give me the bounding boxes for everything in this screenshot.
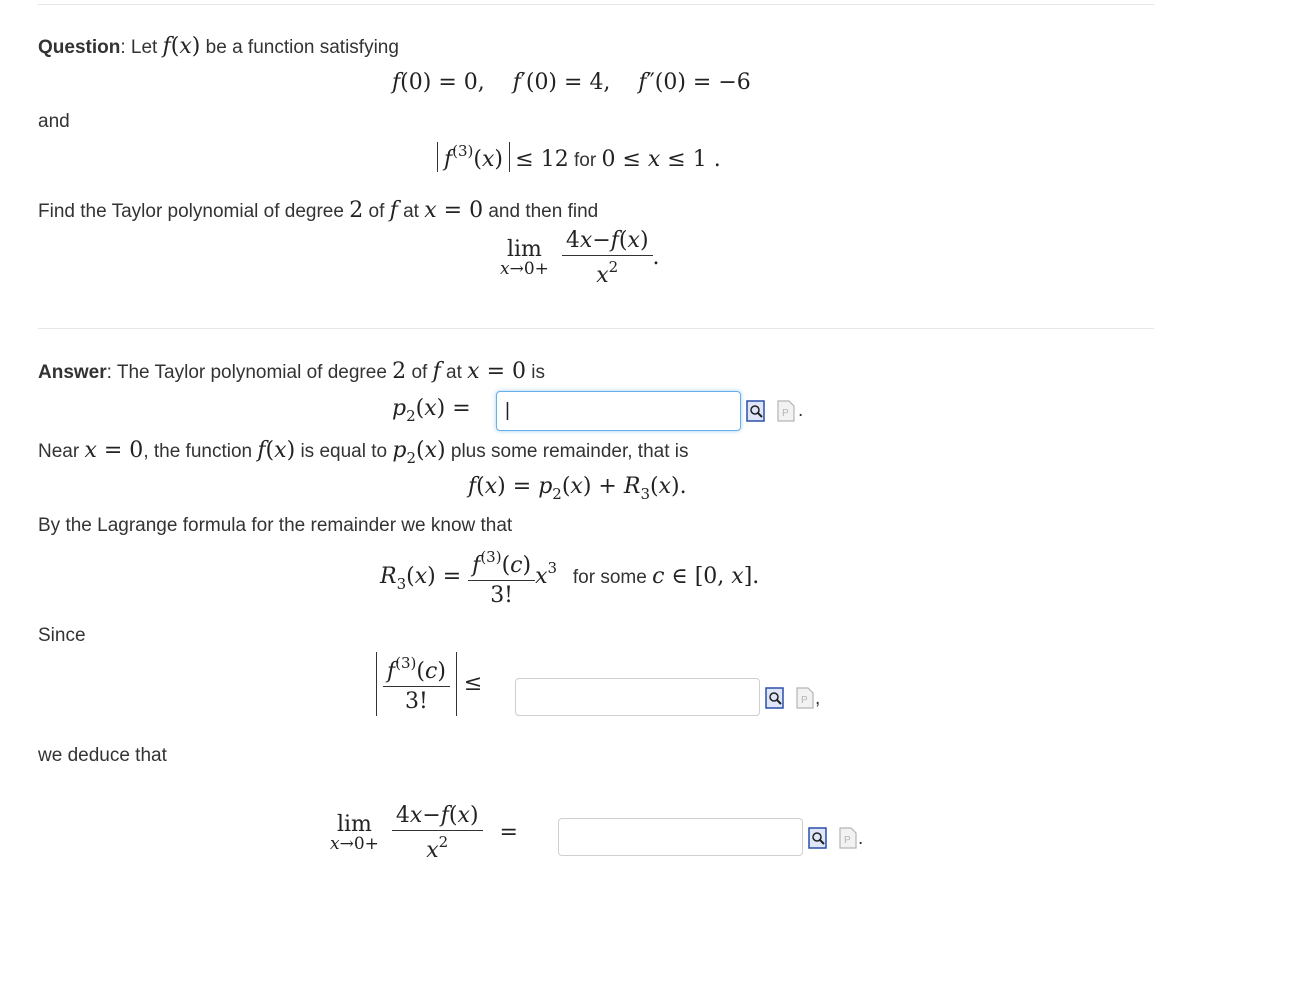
preview-icon[interactable] xyxy=(746,400,766,422)
and-text: and xyxy=(38,111,70,132)
lagrange-formula: $R_3(x)$ = $\frac{f^{(3)}(c)}{3!}$ $x^3$ for some c ∈ [0, x]. xyxy=(380,548,760,608)
answer-limit: lim x→0+ $\frac{4x-f(x)}{x^2}$ = xyxy=(330,803,518,863)
answer-label: Answer xyxy=(38,362,107,383)
p2-equation-label: $p_2(x)$ = xyxy=(392,396,471,425)
third-derivative-bound: $f^{(3)}(x) \le 12$ for 0 ≤ x ≤ 1 . xyxy=(437,142,721,172)
since-text: Since xyxy=(38,625,86,646)
initial-conditions: f(0) = 0, f′(0) = 4, f″(0) = −6 xyxy=(392,70,751,95)
p2-input[interactable] xyxy=(496,391,741,431)
find-taylor-text: Find the Taylor polynomial of degree 2 of f at x = 0 and then find xyxy=(38,198,599,223)
remainder-equation: $f(x) = p_2(x) + R_3(x)$. xyxy=(468,474,687,503)
divider-top xyxy=(38,4,1154,5)
svg-text:P: P xyxy=(782,408,789,419)
question-intro: Question: Let f(x) be a function satisfying xyxy=(38,34,399,59)
bound-expression: $\frac{f^{(3)}(c)}{3!}$ ≤ xyxy=(376,652,482,716)
lagrange-text: By the Lagrange formula for the remainder we know that xyxy=(38,515,513,536)
syntax-help-icon[interactable] xyxy=(795,687,815,709)
svg-text:P: P xyxy=(801,695,808,706)
syntax-help-icon[interactable] xyxy=(776,400,796,422)
divider-middle xyxy=(38,328,1154,329)
answer-intro: Answer: The Taylor polynomial of degree 2 of f at x = 0 is xyxy=(38,359,546,384)
syntax-help-icon[interactable] xyxy=(838,827,858,849)
preview-icon[interactable] xyxy=(808,827,828,849)
near-text: Near x = 0, the function f(x) is equal to $p_2(x)$ plus some remainder, that is xyxy=(38,438,689,467)
question-label: Question xyxy=(38,37,121,58)
bound-input[interactable] xyxy=(515,678,760,716)
limit-input[interactable] xyxy=(558,818,803,856)
preview-icon[interactable] xyxy=(765,687,785,709)
deduce-text: we deduce that xyxy=(38,745,167,766)
question-limit: lim x→0+ $\frac{4x-f(x)}{x^2}$ . xyxy=(500,228,660,288)
svg-text:P: P xyxy=(844,835,851,846)
